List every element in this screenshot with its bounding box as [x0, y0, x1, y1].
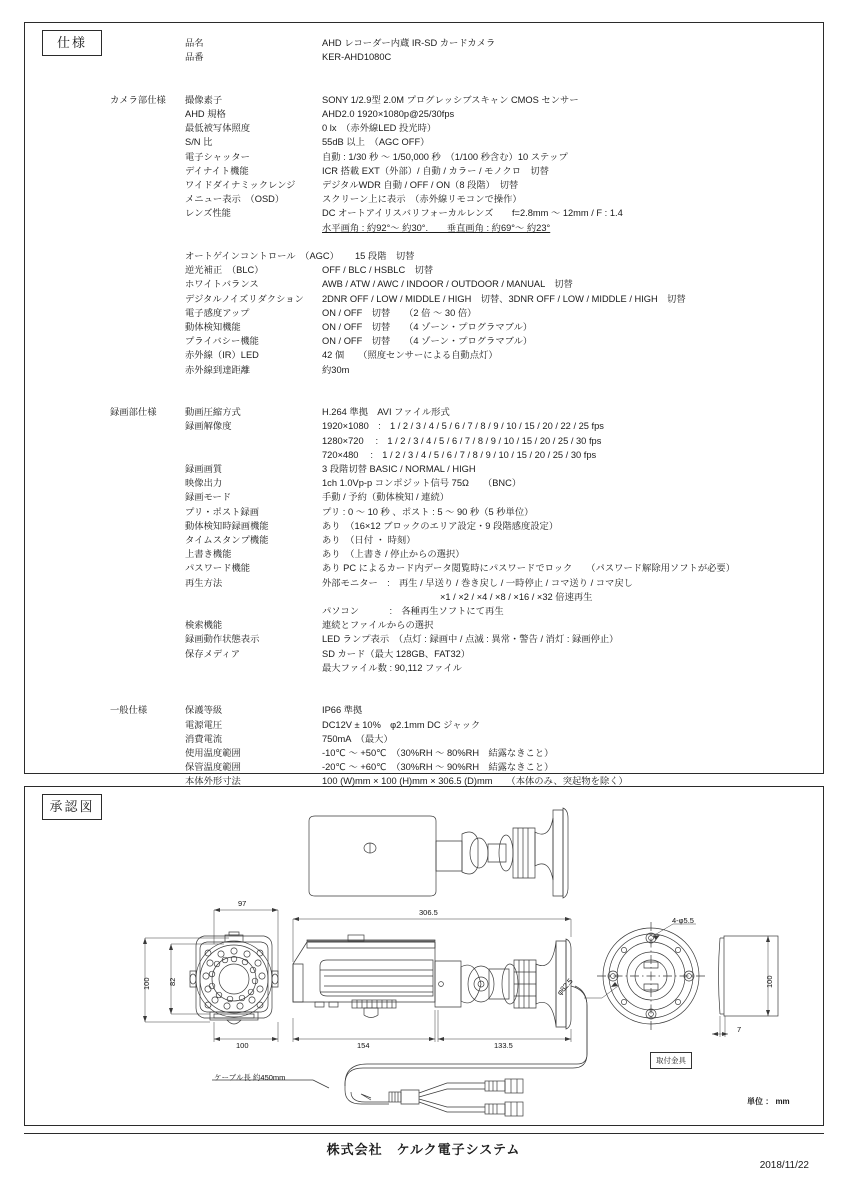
spec-item-value: あり （16×12 ブロックのエリア設定・9 段階感度設定）: [322, 520, 559, 531]
spec-row: [110, 348, 810, 362]
spec-spacer: [110, 64, 810, 78]
spec-row: [110, 760, 810, 774]
dim-front-height-inner: 82: [168, 977, 177, 986]
spec-row: [110, 121, 810, 135]
spec-item-value: SONY 1/2.9型 2.0M プログレッシブスキャン CMOS センサー: [322, 94, 579, 105]
spec-row: [110, 647, 810, 661]
spec-row: [110, 746, 810, 760]
spec-row: [110, 36, 810, 50]
spec-row: [110, 703, 810, 717]
spec-item-label: デイナイト機能: [185, 165, 249, 176]
spec-item-label: 保管温度範囲: [185, 762, 241, 773]
dim-plate-bolt-circle: φ82.5: [555, 976, 575, 998]
spec-item-value: 連続とファイルからの選択: [322, 620, 434, 631]
spec-row: [110, 590, 810, 604]
spec-item-value: デジタルWDR 自動 / OFF / ON（8 段階） 切替: [322, 180, 519, 190]
spec-item-label: S/N 比: [185, 137, 213, 148]
spec-item-label: AHD 規格: [185, 108, 226, 119]
spec-item-value: スクリーン上に表示 （赤外線リモコンで操作）: [322, 194, 522, 205]
cable-length-note: ケーブル長 約450mm: [214, 1073, 286, 1082]
spec-item-label: 品名: [185, 38, 204, 48]
spec-item-label: 映像出力: [185, 478, 223, 489]
spec-row: [110, 178, 810, 192]
spec-item-value: プリ : 0 ～ 10 秒 、ポスト : 5 ～ 90 秒（5 秒単位）: [322, 506, 534, 517]
spec-row: [110, 576, 810, 590]
spec-item-value: SD カード（最大 128GB、FAT32）: [322, 648, 471, 659]
spec-row: [110, 363, 810, 377]
spec-item-value: 100 (W)mm × 100 (H)mm × 306.5 (D)mm （本体のみ、突起物を除く）: [322, 776, 628, 787]
spec-item-label: 再生方法: [185, 577, 223, 588]
spec-item-value: KER-AHD1080C: [322, 52, 392, 63]
spec-item-label: 録画解像度: [185, 421, 232, 432]
spec-item-label: パスワード機能: [185, 563, 251, 574]
spec-spacer: [110, 675, 810, 689]
spec-item-value: ICR 搭載 EXT（外部）/ 自動 / カラー / モノクロ 切替: [322, 165, 549, 176]
spec-item-label: 赤外線到達距離: [185, 364, 251, 375]
spec-item-value: 1920×1080 : 1 / 2 / 3 / 4 / 5 / 6 / 7 / 8 / 9 / 10 / 15 / 20 / 22 / 25 fps: [322, 421, 604, 432]
spec-item-label: デジタルノイズリダクション: [185, 293, 304, 304]
spec-row: [110, 661, 810, 675]
dim-plate-thickness: 7: [737, 1025, 742, 1034]
spec-item-value: ON / OFF 切替 （4 ゾーン・プログラマブル）: [322, 322, 533, 333]
spec-item-value: H.264 準拠 AVI ファイル形式: [322, 407, 450, 418]
spec-item-label: 逆光補正 （BLC）: [185, 265, 264, 276]
spec-row: [110, 476, 810, 490]
spec-item-value: 自動 : 1/30 秒 ～ 1/50,000 秒 （1/100 秒含む）10 ステップ: [322, 151, 568, 162]
spec-item-label: プライバシー機能: [185, 336, 259, 347]
document-date: 2018/11/22: [759, 1160, 809, 1171]
spec-item-value: AHD レコーダー内蔵 IR-SD カードカメラ: [322, 38, 496, 48]
spec-item-label: 動体検知機能: [185, 322, 241, 333]
spec-item-label: タイムスタンプ機能: [185, 535, 269, 546]
spec-item-label: ホワイトバランス: [185, 279, 259, 290]
spec-row: [110, 292, 810, 306]
spec-item-value: 最大ファイル数 : 90,112 ファイル: [322, 662, 462, 673]
spec-item-value: あり （上書き / 停止からの選択）: [322, 549, 465, 560]
spec-item-label: 保護等級: [185, 705, 223, 716]
spec-item-label: 保存メディア: [185, 648, 241, 659]
dim-side-total-length: 306.5: [419, 908, 438, 917]
spec-item-value: 720×480 : 1 / 2 / 3 / 4 / 5 / 6 / 7 / 8 / 9 / 10 / 15 / 20 / 25 / 30 fps: [322, 449, 597, 460]
spec-item-label: レンズ性能: [185, 208, 231, 219]
spec-item-value: DC12V ± 10% φ2.1mm DC ジャック: [322, 719, 481, 730]
dim-side-bracket-length: 133.5: [494, 1041, 513, 1050]
spec-item-label: 録画動作状態表示: [185, 634, 260, 645]
spec-item-value: 0 lx （赤外線LED 投光時）: [322, 123, 437, 134]
spec-item-label: 電子感度アップ: [185, 307, 250, 318]
spec-row: [110, 50, 810, 64]
spec-item-value: LED ランプ表示 （点灯 : 録画中 / 点滅 : 異常・警告 / 消灯 : 録画停止）: [322, 634, 619, 645]
spec-row: [110, 93, 810, 107]
spec-item-label: プリ・ポスト録画: [185, 506, 260, 517]
spec-row: [110, 277, 810, 291]
spec-item-value: 15 段階 切替: [355, 251, 415, 261]
spec-row: [110, 164, 810, 178]
spec-item-label: オートゲインコントロール （AGC）: [185, 251, 339, 261]
spec-item-value: AWB / ATW / AWC / INDOOR / OUTDOOR / MANUAL 切替: [322, 279, 573, 290]
dim-plate-hole-callout: 4-φ5.5: [672, 916, 694, 925]
spec-row: [110, 405, 810, 419]
spec-item-value: 42 個 （照度センサーによる自動点灯）: [322, 350, 498, 361]
spec-row: [110, 221, 810, 235]
spec-item-label: 電子シャッター: [185, 151, 250, 162]
spec-row: [110, 490, 810, 504]
spec-row: [110, 306, 810, 320]
spec-item-value: 2DNR OFF / LOW / MIDDLE / HIGH 切替、3DNR OFF / LOW / MIDDLE / HIGH 切替: [322, 293, 686, 304]
spec-item-value: 55dB 以上 （AGC OFF）: [322, 137, 430, 148]
spec-item-value: -10℃ ～ +50℃ （30%RH ～ 80%RH 結露なきこと）: [322, 748, 554, 759]
spec-item-value: AHD2.0 1920×1080p@25/30fps: [322, 108, 455, 119]
unit-note: 単位 ： mm: [747, 1097, 790, 1106]
spec-row: [110, 561, 810, 575]
spec-item-value: 750mA （最大）: [322, 733, 393, 744]
spec-item-value: ON / OFF 切替 （4 ゾーン・プログラマブル）: [322, 336, 533, 347]
dim-front-width-bottom: 100: [236, 1041, 249, 1050]
spec-row: [110, 505, 810, 519]
spec-row: [110, 263, 810, 277]
spec-item-value: パソコン : 各種再生ソフトにて再生: [322, 606, 504, 617]
spec-item-value: 水平画角 : 約92°～ 約30°. 垂直画角 : 約69°～ 約23°: [322, 222, 551, 233]
company-name: 株式会社 ケルク電子システム: [326, 1142, 521, 1157]
spec-item-label: ワイドダイナミックレンジ: [185, 180, 296, 190]
spec-item-value: -20℃ ～ +60℃ （30%RH ～ 90%RH 結露なきこと）: [322, 762, 554, 773]
spec-item-value: IP66 準拠: [322, 705, 363, 716]
spec-row: [110, 533, 810, 547]
spec-item-value: OFF / BLC / HSBLC 切替: [322, 265, 434, 276]
spec-item-value: 1ch 1.0Vp-p コンポジット信号 75Ω （BNC）: [322, 478, 522, 489]
dim-side-body-length: 154: [357, 1041, 370, 1050]
spec-row: [110, 732, 810, 746]
spec-spacer: [110, 689, 810, 703]
spec-row: [110, 519, 810, 533]
dim-plate-height: 100: [765, 975, 774, 988]
dim-front-height-outer: 100: [142, 977, 151, 990]
spec-row: [110, 462, 810, 476]
spec-row: [110, 448, 810, 462]
approval-drawing-panel: [24, 786, 824, 1126]
spec-row: [110, 632, 810, 646]
spec-item-value: 手動 / 予約（動体検知 / 連続）: [322, 492, 450, 503]
spec-spacer: [110, 79, 810, 93]
spec-row: [110, 150, 810, 164]
spec-row: [110, 718, 810, 732]
spec-item-label: 最低被写体照度: [185, 123, 251, 134]
bracket-label: 取付金具: [650, 1052, 692, 1069]
dim-front-width-top: 97: [238, 899, 247, 908]
spec-item-value: 1280×720 : 1 / 2 / 3 / 4 / 5 / 6 / 7 / 8 / 9 / 10 / 15 / 20 / 25 / 30 fps: [322, 435, 602, 446]
spec-item-label: 録画モード: [185, 492, 232, 503]
spec-spacer: [110, 377, 810, 391]
spec-row: [110, 249, 810, 263]
spec-item-label: 電源電圧: [185, 719, 223, 730]
spec-spacer: [110, 391, 810, 405]
spec-item-value: あり PC によるカード内データ閲覧時にパスワードでロック （パスワード解除用ソフトが必要）: [322, 563, 736, 574]
footer-divider: [24, 1133, 824, 1134]
spec-item-value: 外部モニター : 再生 / 早送り / 巻き戻し / 一時停止 / コマ送り / コマ戻し: [322, 577, 633, 588]
spec-item-label: 使用温度範囲: [185, 748, 241, 759]
spec-item-value: あり （日付 ・ 時刻）: [322, 535, 416, 546]
specification-table: [110, 36, 810, 803]
spec-item-label: 消費電流: [185, 733, 223, 744]
spec-item-label: 品番: [185, 52, 204, 63]
spec-item-value: ON / OFF 切替 （2 倍 ～ 30 倍）: [322, 307, 477, 318]
spec-row: [110, 320, 810, 334]
spec-row: [110, 419, 810, 433]
spec-group-label: カメラ部仕様: [110, 94, 166, 105]
spec-item-label: 上書き機能: [185, 549, 232, 560]
spec-row: [110, 434, 810, 448]
spec-group-label: 一般仕様: [110, 705, 148, 716]
spec-spacer: [110, 235, 810, 249]
spec-item-value: 約30m: [322, 364, 350, 375]
spec-item-label: 動体検知時録画機能: [185, 520, 269, 531]
spec-row: [110, 206, 810, 220]
spec-group-label: 録画部仕様: [110, 407, 157, 418]
spec-item-value: DC オートアイリスバリフォーカルレンズ f=2.8mm ～ 12mm / F : 1.4: [322, 208, 623, 219]
approval-drawing-section-title: 承認図: [42, 794, 102, 820]
spec-row: [110, 334, 810, 348]
spec-row: [110, 107, 810, 121]
spec-item-label: 動画圧縮方式: [185, 407, 241, 418]
specification-section-title: 仕様: [42, 30, 102, 56]
spec-row: [110, 135, 810, 149]
spec-item-label: 本体外形寸法: [185, 776, 241, 787]
spec-item-label: メニュー表示 （OSD）: [185, 194, 285, 205]
spec-row: [110, 192, 810, 206]
spec-row: [110, 547, 810, 561]
spec-item-value: ×1 / ×2 / ×4 / ×8 / ×16 / ×32 倍速再生: [440, 591, 593, 602]
spec-item-label: 検索機能: [185, 620, 223, 631]
spec-row: [110, 618, 810, 632]
spec-row: [110, 604, 810, 618]
spec-item-label: 撮像素子: [185, 94, 223, 105]
spec-item-label: 録画画質: [185, 464, 223, 475]
spec-item-label: 赤外線（IR）LED: [185, 350, 259, 361]
spec-item-value: 3 段階切替 BASIC / NORMAL / HIGH: [322, 464, 476, 475]
